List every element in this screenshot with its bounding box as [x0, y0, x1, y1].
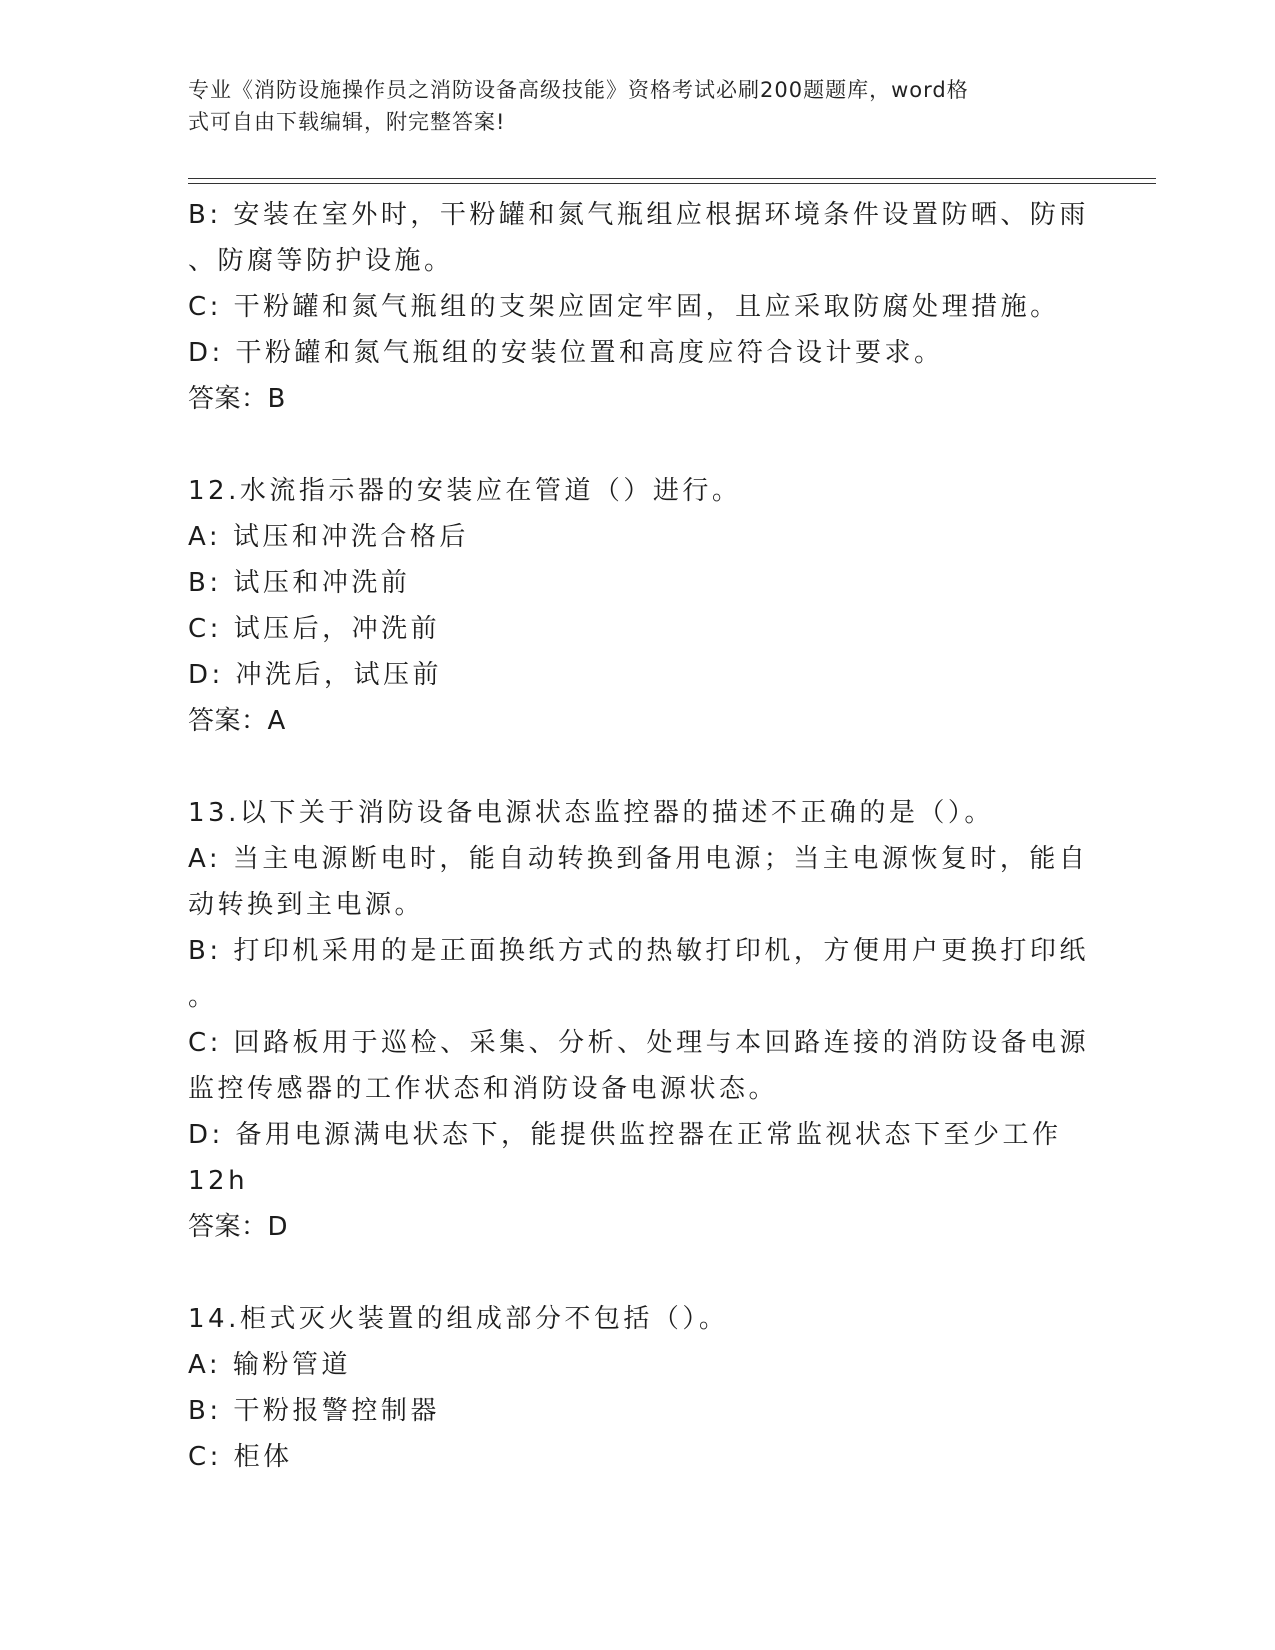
spacer — [188, 422, 1088, 468]
question-text: 13.以下关于消防设备电源状态监控器的描述不正确的是（）。 — [188, 798, 994, 828]
option-b-line-1: B: 打印机采用的是正面换纸方式的热敏打印机，方便用户更换打印纸 — [188, 936, 1089, 966]
spacer — [188, 744, 1088, 790]
option-c: C: 干粉罐和氮气瓶组的支架应固定牢固，且应采取防腐处理措施。 — [188, 292, 1060, 322]
option-d-line-2: 12h — [188, 1166, 249, 1196]
question-block-12 — [188, 468, 1088, 744]
option-d-line-1: D: 备用电源满电状态下，能提供监控器在正常监视状态下至少工作 — [188, 1120, 1062, 1150]
header-divider-bottom — [188, 183, 1156, 184]
option-b-line-2: 、防腐等防护设施。 — [188, 246, 454, 276]
option-a: A: 输粉管道 — [188, 1350, 351, 1380]
question-text: 14.柜式灭火装置的组成部分不包括（）。 — [188, 1304, 729, 1334]
document-header — [188, 74, 1068, 138]
question-list — [188, 192, 1088, 1480]
question-block-13 — [188, 790, 1088, 1250]
option-c: C: 柜体 — [188, 1442, 293, 1472]
header-line-2: 式可自由下载编辑，附完整答案! — [188, 110, 506, 134]
option-d: D: 冲洗后，试压前 — [188, 660, 443, 690]
answer: 答案：A — [188, 706, 286, 736]
option-c: C: 试压后，冲洗前 — [188, 614, 441, 644]
option-b: B: 干粉报警控制器 — [188, 1396, 440, 1426]
option-c-line-1: C: 回路板用于巡检、采集、分析、处理与本回路连接的消防设备电源 — [188, 1028, 1090, 1058]
option-b: B: 试压和冲洗前 — [188, 568, 411, 598]
option-b-line-2: 。 — [188, 982, 218, 1012]
answer: 答案：D — [188, 1212, 289, 1242]
option-a: A: 试压和冲洗合格后 — [188, 522, 469, 552]
option-b-line-1: B: 安装在室外时，干粉罐和氮气瓶组应根据环境条件设置防晒、防雨 — [188, 200, 1089, 230]
option-a-line-1: A: 当主电源断电时，能自动转换到备用电源；当主电源恢复时，能自 — [188, 844, 1089, 874]
answer: 答案：B — [188, 384, 286, 414]
question-block-11 — [188, 192, 1088, 422]
question-text: 12.水流指示器的安装应在管道（）进行。 — [188, 476, 742, 506]
option-a-line-2: 动转换到主电源。 — [188, 890, 425, 920]
header-line-1: 专业《消防设施操作员之消防设备高级技能》资格考试必刷200题题库，word格 — [188, 78, 969, 102]
question-block-14 — [188, 1296, 1088, 1480]
option-c-line-2: 监控传感器的工作状态和消防设备电源状态。 — [188, 1074, 779, 1104]
header-divider-top — [188, 178, 1156, 179]
spacer — [188, 1250, 1088, 1296]
option-d: D: 干粉罐和氮气瓶组的安装位置和高度应符合设计要求。 — [188, 338, 944, 368]
